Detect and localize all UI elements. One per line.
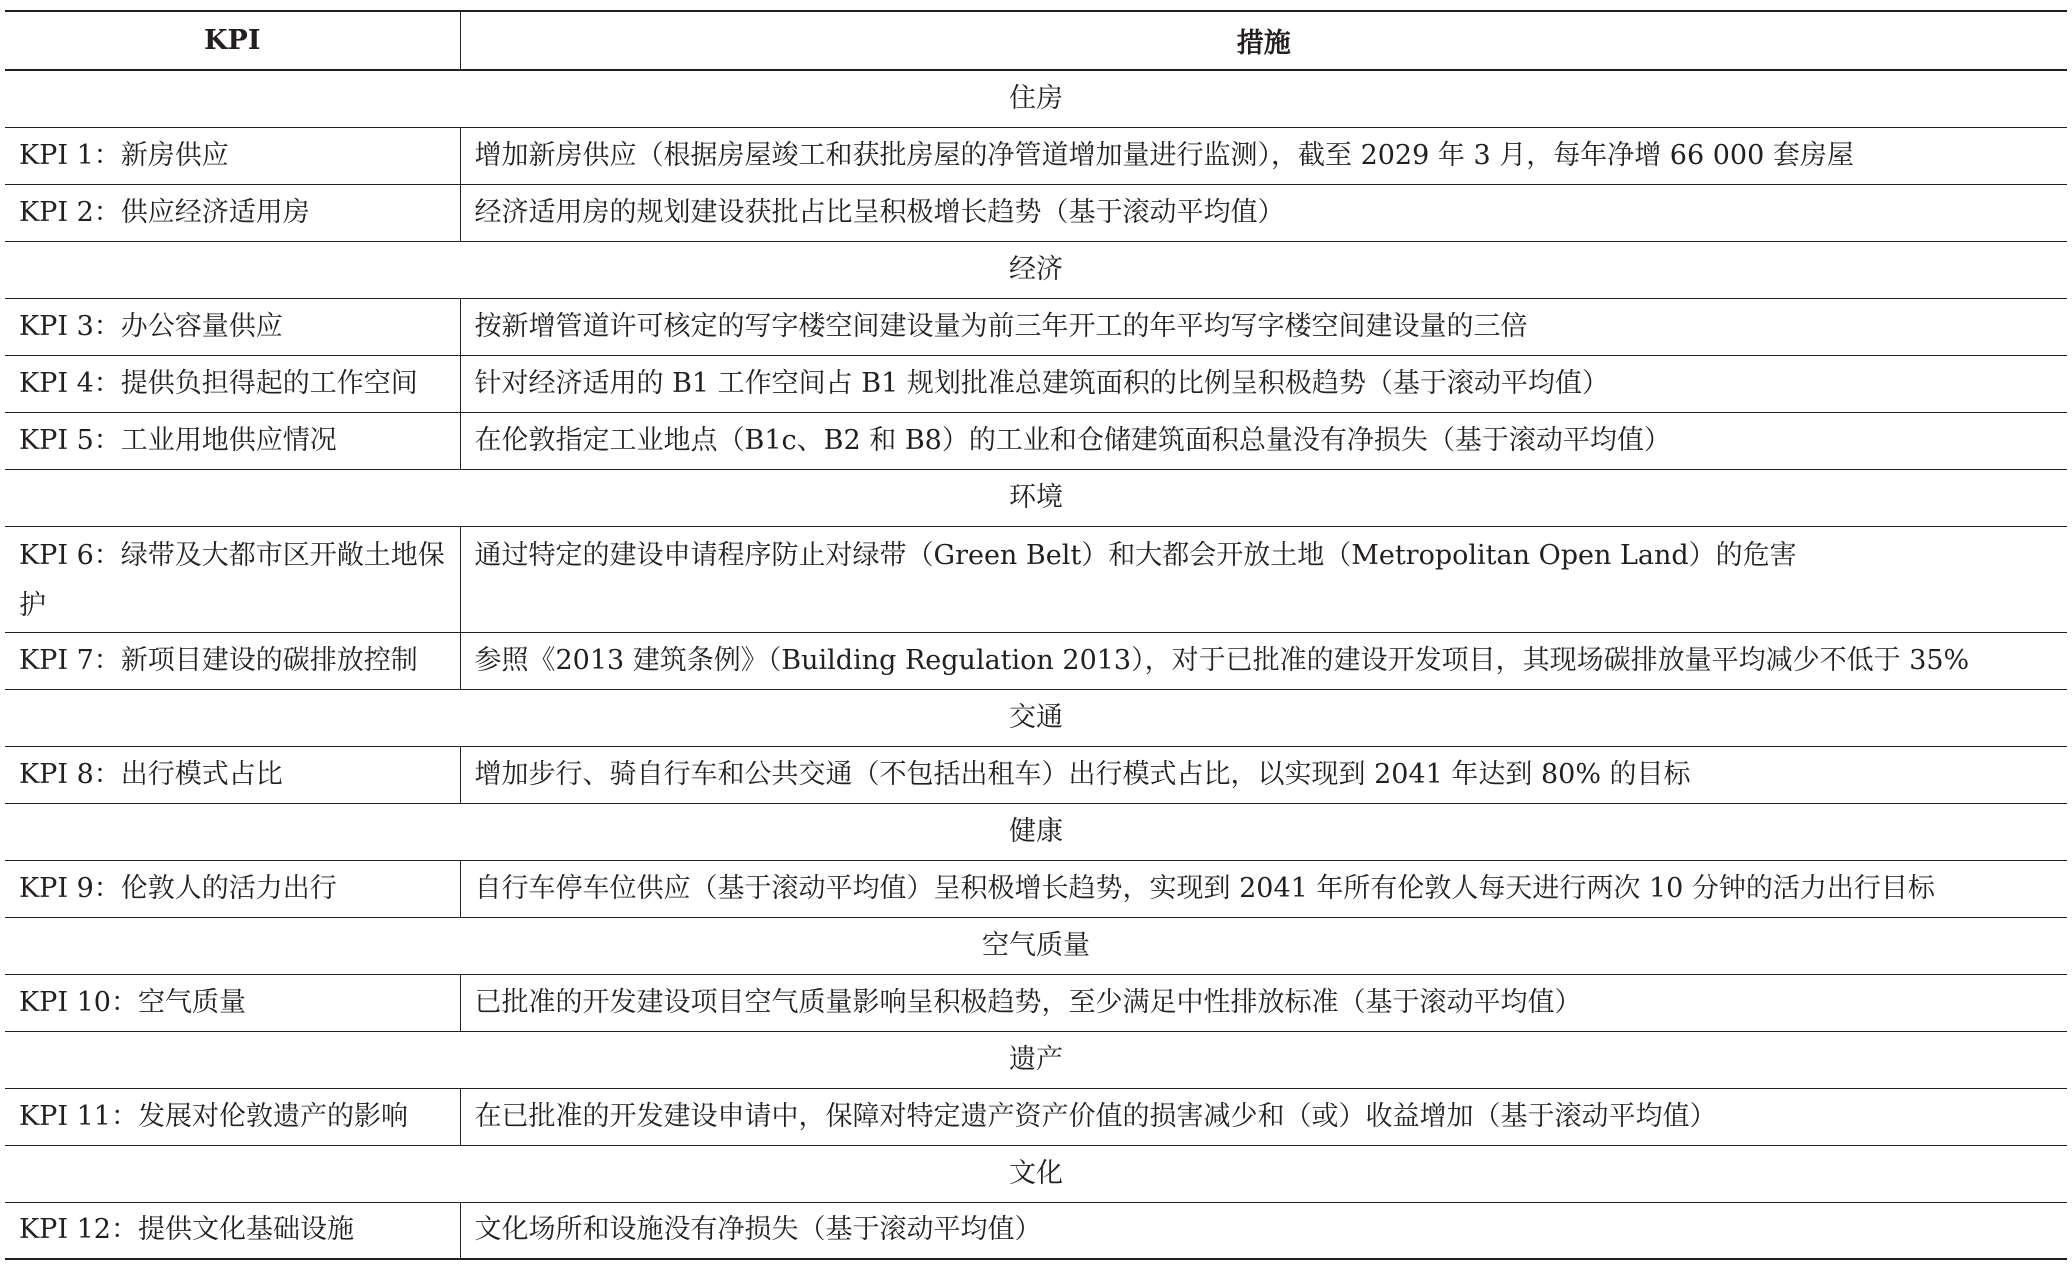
kpi-measure: 按新增管道许可核定的写字楼空间建设量为前三年开工的年平均写字楼空间建设量的三倍 bbox=[460, 298, 2067, 355]
header-measure: 措施 bbox=[460, 11, 2067, 70]
table-row bbox=[5, 860, 2067, 917]
table-row bbox=[5, 1088, 2067, 1145]
category-row-culture bbox=[5, 1145, 2067, 1202]
kpi-measure: 参照《2013 建筑条例》（Building Regulation 2013），对于已批准的建设开发项目，其现场碳排放量平均减少不低于 35% bbox=[460, 632, 2067, 689]
category-row-environment bbox=[5, 469, 2067, 526]
table-row bbox=[5, 746, 2067, 803]
kpi-measures-table bbox=[5, 10, 2067, 1260]
table-row bbox=[5, 184, 2067, 241]
kpi-measure: 已批准的开发建设项目空气质量影响呈积极趋势，至少满足中性排放标准（基于滚动平均值） bbox=[460, 974, 2067, 1031]
kpi-name: KPI 4：提供负担得起的工作空间 bbox=[5, 355, 460, 412]
category-row-housing bbox=[5, 70, 2067, 127]
table-row bbox=[5, 355, 2067, 412]
category-row-transport bbox=[5, 689, 2067, 746]
category-heritage: 遗产 bbox=[5, 1031, 2067, 1088]
category-economy: 经济 bbox=[5, 241, 2067, 298]
table-row bbox=[5, 632, 2067, 689]
kpi-name: KPI 12：提供文化基础设施 bbox=[5, 1202, 460, 1259]
kpi-measure: 通过特定的建设申请程序防止对绿带（Green Belt）和大都会开放土地（Metropolitan Open Land）的危害 bbox=[460, 526, 2067, 632]
category-row-health bbox=[5, 803, 2067, 860]
category-row-air bbox=[5, 917, 2067, 974]
kpi-measure: 增加新房供应（根据房屋竣工和获批房屋的净管道增加量进行监测），截至 2029 年 3 月，每年净增 66 000 套房屋 bbox=[460, 127, 2067, 184]
kpi-name: KPI 11：发展对伦敦遗产的影响 bbox=[5, 1088, 460, 1145]
table-row bbox=[5, 127, 2067, 184]
table-row bbox=[5, 974, 2067, 1031]
kpi-measure: 文化场所和设施没有净损失（基于滚动平均值） bbox=[460, 1202, 2067, 1259]
kpi-name: KPI 7：新项目建设的碳排放控制 bbox=[5, 632, 460, 689]
category-transport: 交通 bbox=[5, 689, 2067, 746]
kpi-measure: 经济适用房的规划建设获批占比呈积极增长趋势（基于滚动平均值） bbox=[460, 184, 2067, 241]
kpi-name: KPI 10：空气质量 bbox=[5, 974, 460, 1031]
category-row-economy bbox=[5, 241, 2067, 298]
kpi-name: KPI 2：供应经济适用房 bbox=[5, 184, 460, 241]
table-row bbox=[5, 298, 2067, 355]
table-row bbox=[5, 526, 2067, 632]
kpi-name: KPI 8：出行模式占比 bbox=[5, 746, 460, 803]
kpi-measure: 针对经济适用的 B1 工作空间占 B1 规划批准总建筑面积的比例呈积极趋势（基于滚动平均值） bbox=[460, 355, 2067, 412]
header-kpi: KPI bbox=[5, 11, 460, 70]
kpi-measure: 在伦敦指定工业地点（B1c、B2 和 B8）的工业和仓储建筑面积总量没有净损失（基于滚动平均值） bbox=[460, 412, 2067, 469]
category-health: 健康 bbox=[5, 803, 2067, 860]
kpi-name: KPI 5：工业用地供应情况 bbox=[5, 412, 460, 469]
kpi-name: KPI 6：绿带及大都市区开敞土地保护 bbox=[5, 526, 460, 632]
table-row bbox=[5, 412, 2067, 469]
kpi-measure: 增加步行、骑自行车和公共交通（不包括出租车）出行模式占比，以实现到 2041 年达到 80% 的目标 bbox=[460, 746, 2067, 803]
table-row bbox=[5, 1202, 2067, 1259]
kpi-name: KPI 1：新房供应 bbox=[5, 127, 460, 184]
category-air: 空气质量 bbox=[5, 917, 2067, 974]
kpi-name: KPI 9：伦敦人的活力出行 bbox=[5, 860, 460, 917]
kpi-name: KPI 3：办公容量供应 bbox=[5, 298, 460, 355]
kpi-measure: 自行车停车位供应（基于滚动平均值）呈积极增长趋势，实现到 2041 年所有伦敦人每天进行两次 10 分钟的活力出行目标 bbox=[460, 860, 2067, 917]
kpi-measure: 在已批准的开发建设申请中，保障对特定遗产资产价值的损害减少和（或）收益增加（基于滚动平均值） bbox=[460, 1088, 2067, 1145]
category-row-heritage bbox=[5, 1031, 2067, 1088]
header-row bbox=[5, 11, 2067, 70]
category-environment: 环境 bbox=[5, 469, 2067, 526]
category-culture: 文化 bbox=[5, 1145, 2067, 1202]
category-housing: 住房 bbox=[5, 70, 2067, 127]
